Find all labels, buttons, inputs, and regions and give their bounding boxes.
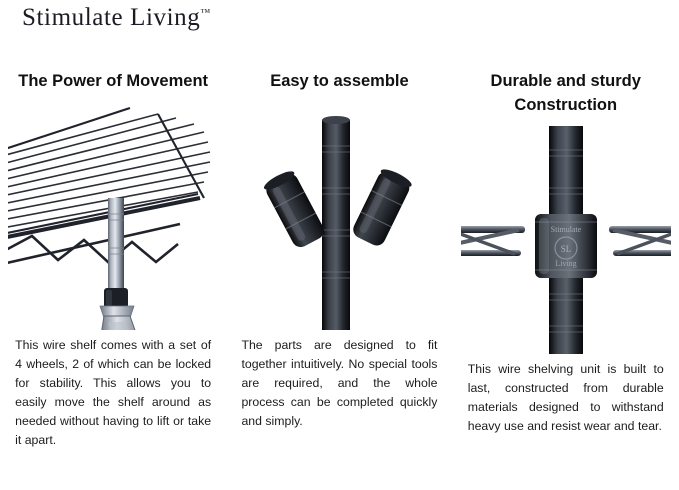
branded-collar (535, 214, 597, 278)
feature-column-assembly (226, 70, 452, 450)
trademark-symbol: ™ (200, 7, 211, 19)
column-caption: The parts are designed to fit together intuitively. No special tools are required, and the whole process can be completed quickly and simply. (241, 338, 438, 429)
figure-branded-collar-joint (461, 126, 671, 354)
feature-columns (0, 70, 679, 450)
column-title: Easy to assemble (270, 72, 409, 90)
feature-column-durability (453, 70, 679, 450)
column-title: The Power of Movement (18, 72, 209, 90)
shelf-wires-left (461, 226, 525, 256)
branded-collar-illustration (461, 126, 671, 354)
figure-wire-shelf-caster (8, 102, 218, 330)
right-sleeve-half (351, 166, 414, 248)
left-sleeve-half (262, 168, 327, 250)
brand-logo (22, 4, 210, 32)
split-sleeve-illustration (234, 102, 444, 330)
column-caption: This wire shelf comes with a set of 4 wheels, 2 of which can be locked for stability. This allows you to easily move the shelf around as needed without having to lift or take it apart. (15, 338, 212, 448)
feature-column-movement (0, 70, 226, 450)
post-collar (104, 288, 128, 308)
brand-name: Stimulate Living (22, 4, 201, 31)
collar-monogram: SL (560, 243, 571, 254)
column-caption: This wire shelving unit is built to last, constructed from durable materials designed to withstand heavy use and resist wear and tear. (467, 361, 664, 433)
shelf-wires-right (609, 226, 671, 256)
column-title: Durable and sturdy Construction (490, 72, 641, 114)
collar-brand-line2: Living (555, 258, 577, 268)
wire-shelf-caster-illustration (8, 102, 218, 330)
figure-split-sleeves (234, 102, 444, 330)
collar-brand-line1: Stimulate (550, 224, 582, 234)
